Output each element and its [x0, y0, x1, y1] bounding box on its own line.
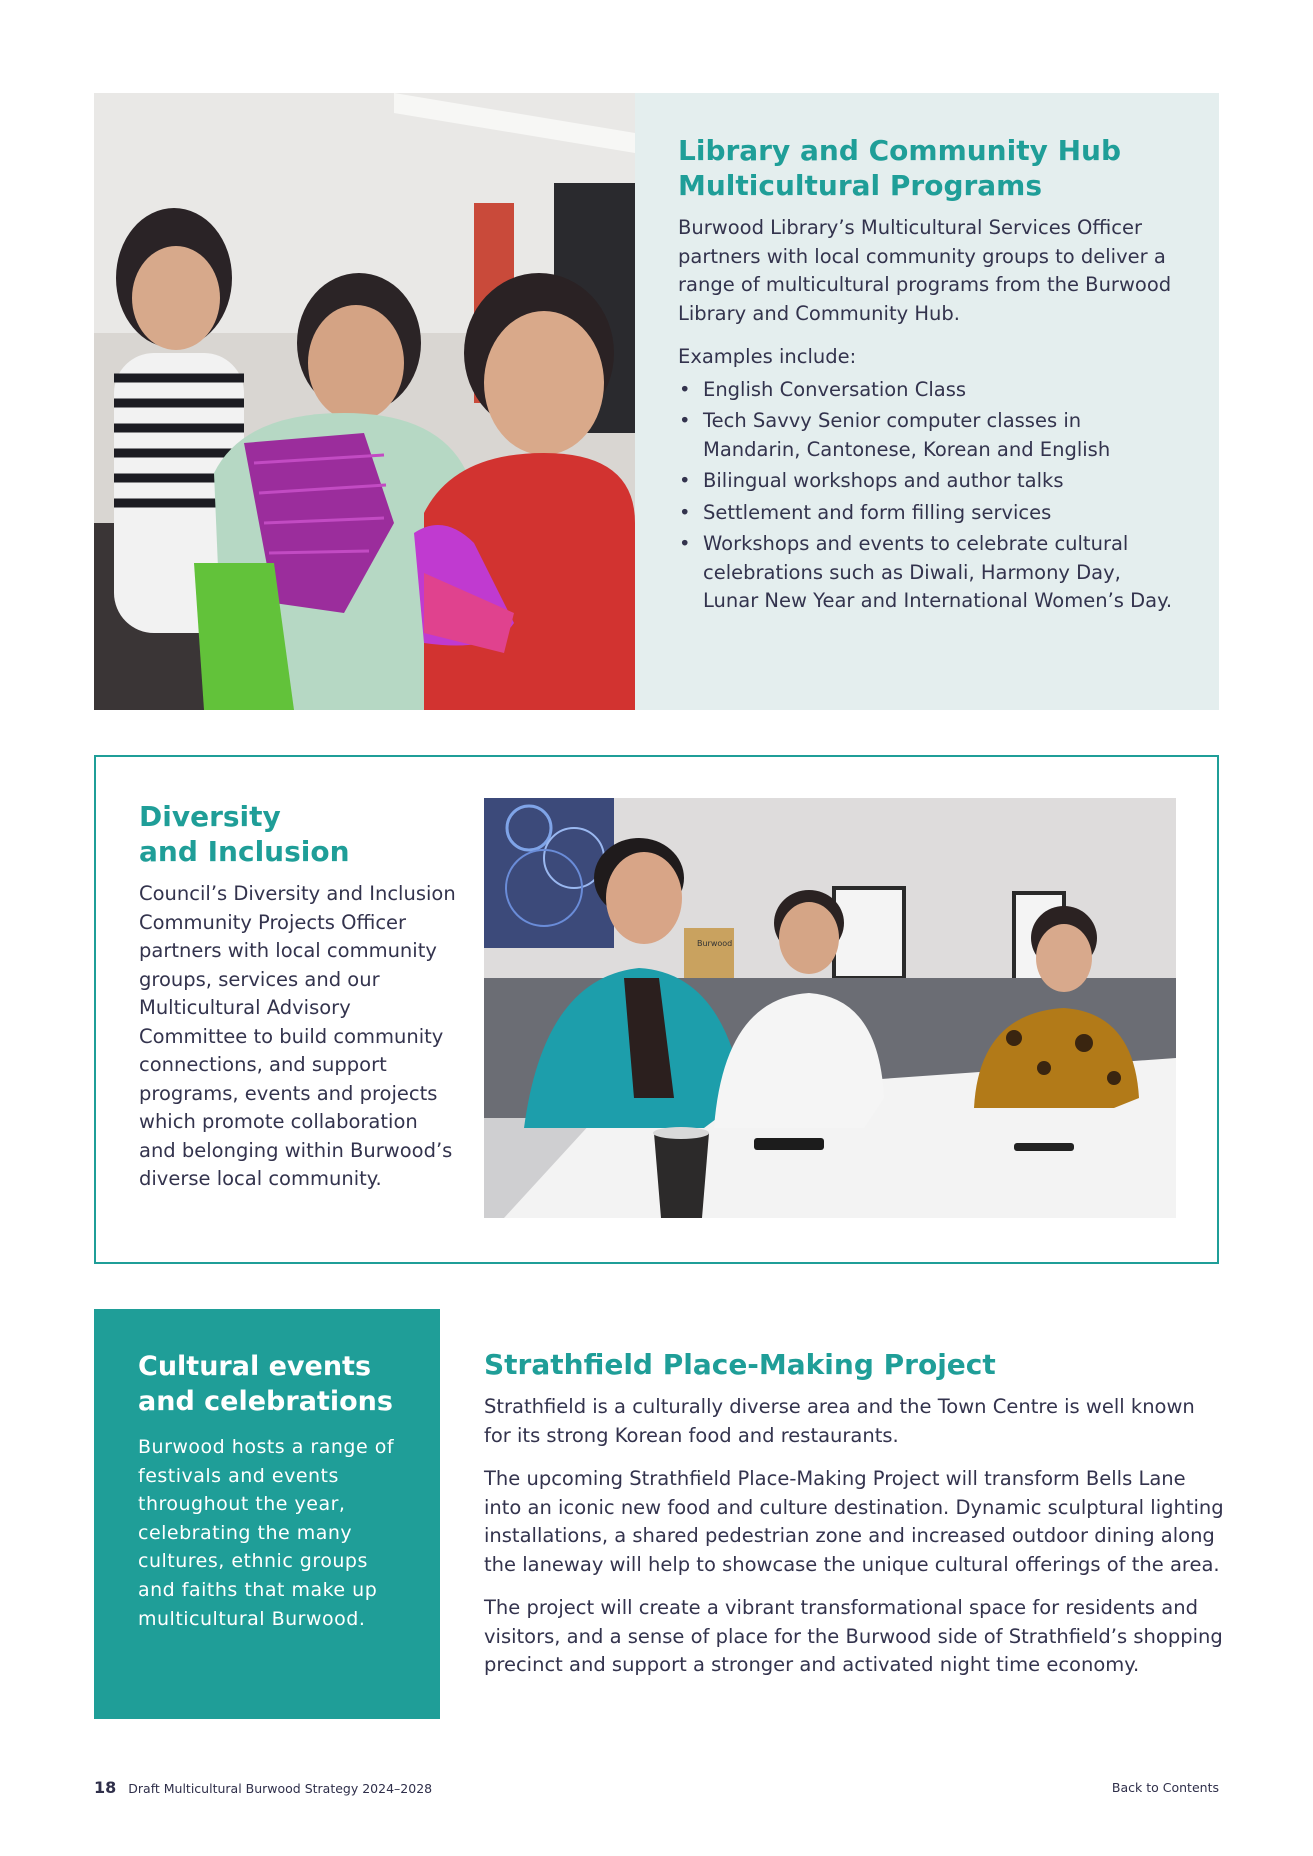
strathfield-paragraph: Strathfield is a culturally diverse area and the Town Centre is well known for its strong Korean food and restaurants.	[484, 1395, 1195, 1447]
diversity-text	[139, 799, 459, 1194]
bullet-icon: •	[679, 532, 691, 555]
footer-left	[94, 1778, 432, 1797]
document-title: Draft Multicultural Burwood Strategy 2024–2028	[128, 1781, 433, 1796]
cultural-events-title: Cultural events and celebrations	[138, 1351, 393, 1417]
examples-label: Examples include:	[678, 345, 857, 368]
diversity-section	[94, 755, 1219, 1264]
page-number: 18	[94, 1778, 117, 1797]
list-item: • Bilingual workshops and author talks	[678, 467, 1178, 496]
strathfield-section	[484, 1347, 1224, 1695]
strathfield-title: Strathfield Place-Making Project	[484, 1348, 996, 1381]
cultural-events-body: Burwood hosts a range of festivals and events throughout the year, celebrating the many cultures, ethnic groups and faiths that make up multicultural Burwood.	[138, 1436, 395, 1630]
bullet-icon: •	[679, 500, 691, 524]
list-item: • Workshops and events to celebrate cultural celebrations such as Diwali, Harmony Day, Lunar New Year and International Women’s Day.	[679, 532, 1173, 612]
strathfield-paragraph: The upcoming Strathfield Place-Making Project will transform Bells Lane into an iconic new food and culture destination. Dynamic sculptural lighting installations, a shared pedestrian zone and increased outdoor dining along the laneway will help to showcase the unique cultural offerings of the area.	[484, 1467, 1224, 1576]
list-item: • Tech Savvy Senior computer classes in Mandarin, Cantonese, Korean and English	[679, 409, 1111, 461]
bullet-icon: •	[679, 469, 691, 492]
library-intro: Burwood Library’s Multicultural Services Officer partners with local community groups to deliver a range of multicultural programs from the Burwood Library and Community Hub.	[678, 216, 1172, 325]
bullet-icon: •	[679, 409, 691, 432]
diversity-body: Council’s Diversity and Inclusion Community Projects Officer partners with local community groups, services and our Multicultural Advisory Committee to build community connections, and support programs, events and projects which promote collaboration and belonging within Burwood’s diverse local community.	[139, 882, 456, 1190]
diversity-title: Diversity and Inclusion	[139, 800, 350, 868]
strathfield-paragraph: The project will create a vibrant transformational space for residents and visitors, and a sense of place for the Burwood side of Strathfield’s shopping precinct and support a stronger and activated night time economy.	[484, 1596, 1223, 1676]
cultural-events-box	[94, 1309, 440, 1719]
diversity-meeting-photo	[484, 798, 1176, 1218]
library-section	[94, 93, 1219, 710]
page-footer	[94, 1778, 1219, 1798]
examples-list	[678, 376, 1178, 616]
library-text	[678, 133, 1178, 619]
library-knitting-photo	[94, 93, 635, 710]
bullet-icon: •	[679, 377, 691, 401]
podium-sign: Burwood	[697, 939, 733, 948]
library-title: Library and Community Hub Multicultural Programs	[678, 134, 1122, 202]
list-item: • English Conversation Class	[678, 376, 1178, 405]
back-to-contents-link[interactable]: Back to Contents	[1111, 1780, 1219, 1795]
list-item: • Settlement and form filling services	[678, 499, 1178, 528]
